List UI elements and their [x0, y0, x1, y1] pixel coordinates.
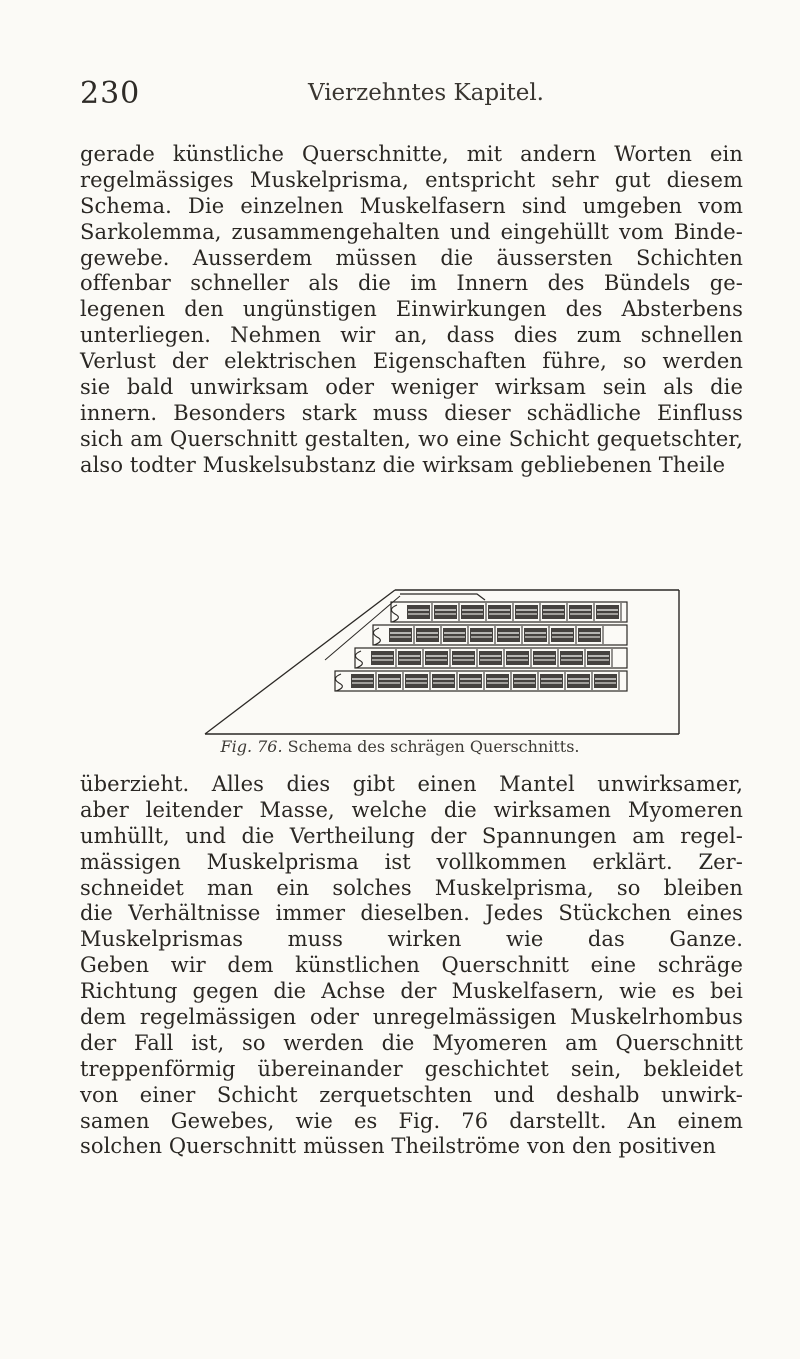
myomere-block [470, 628, 493, 642]
crushed-layer-curl [355, 651, 362, 668]
myomere-block [398, 651, 421, 665]
myomere-block [461, 605, 484, 619]
myomere-block [459, 674, 482, 688]
sheath-line [325, 596, 400, 660]
figure-caption-text: Schema des schrägen Querschnitts. [287, 737, 580, 756]
text-line: sich am Querschnitt gestalten, wo eine Schicht gequetschter, [80, 426, 743, 451]
figure-76-oblique-cross-section-diagram [195, 588, 687, 738]
crushed-layer-curl [335, 674, 342, 691]
myomere-block [569, 605, 592, 619]
text-line: legenen den ungünstigen Einwirkungen des Absterbens [80, 297, 743, 322]
paragraph-top [80, 142, 743, 479]
page-number: 230 [80, 76, 141, 111]
text-line: Verlust der elektrischen Eigenschaften führe, so werden [80, 349, 743, 374]
text-line: dem regelmässigen oder unregelmässigen Muskelrhombus [80, 1005, 743, 1030]
myomere-block [567, 674, 590, 688]
page-header [80, 76, 720, 116]
myomere-block [533, 651, 556, 665]
text-line: Geben wir dem künstlichen Querschnitt eine schräge [80, 953, 743, 978]
text-line: offenbar schneller als die im Innern des Bündels ge- [80, 271, 743, 296]
myomere-block [371, 651, 394, 665]
top-arrow-mark [400, 594, 485, 600]
text-line: die Verhältnisse immer dieselben. Jedes Stückchen eines [80, 901, 743, 926]
myomere-block [587, 651, 610, 665]
text-line: Muskelprismas muss wirken wie das Ganze. [80, 927, 743, 952]
myomere-block [578, 628, 601, 642]
myomere-block [416, 628, 439, 642]
myomere-block [389, 628, 412, 642]
text-line: gewebe. Ausserdem müssen die äussersten Schichten [80, 245, 743, 270]
text-line: schneidet man ein solches Muskelprisma, so bleiben [80, 875, 743, 900]
text-line: Sarkolemma, zusammengehalten und eingehüllt vom Binde- [80, 219, 743, 244]
text-line: überzieht. Alles dies gibt einen Mantel unwirksamer, [80, 772, 743, 796]
running-title: Vierzehntes Kapitel. [308, 80, 544, 106]
myomere-block [497, 628, 520, 642]
myomere-block [351, 674, 374, 688]
oblique-cut-line [205, 590, 395, 734]
myomere-block [425, 651, 448, 665]
myomere-block [488, 605, 511, 619]
text-line: regelmässiges Muskelprisma, entspricht sehr gut diesem [80, 167, 743, 192]
text-line: aber leitender Masse, welche die wirksamen Myomeren [80, 797, 743, 822]
myomere-block [594, 674, 617, 688]
text-line: gerade künstliche Querschnitte, mit andern Worten ein [80, 142, 743, 166]
text-line: treppenförmig übereinander geschichtet sein, bekleidet [80, 1056, 743, 1081]
diagram-svg [195, 588, 687, 738]
text-line: mässigen Muskelprisma ist vollkommen erklärt. Zer- [80, 849, 743, 874]
paragraph-bottom [80, 772, 743, 1160]
myomere-block [407, 605, 430, 619]
myomere-block [540, 674, 563, 688]
figure-label: Fig. 76. [220, 737, 283, 756]
myomere-block [479, 651, 502, 665]
text-line: der Fall ist, so werden die Myomeren am Querschnitt [80, 1030, 743, 1055]
figure-caption [0, 737, 800, 756]
text-line: sie bald unwirksam oder weniger wirksam sein als die [80, 375, 743, 400]
text-line: samen Gewebes, wie es Fig. 76 darstellt. An einem [80, 1108, 743, 1133]
myomere-block [542, 605, 565, 619]
text-line: innern. Besonders stark muss dieser schädliche Einfluss [80, 400, 743, 425]
myomere-block [434, 605, 457, 619]
myomere-block [452, 651, 475, 665]
text-line: unterliegen. Nehmen wir an, dass dies zum schnellen [80, 323, 743, 348]
myomere-block [486, 674, 509, 688]
text-line: Richtung gegen die Achse der Muskelfasern, wie es bei [80, 979, 743, 1004]
text-line: umhüllt, und die Vertheilung der Spannungen am regel- [80, 823, 743, 848]
text-line: Schema. Die einzelnen Muskelfasern sind umgeben vom [80, 193, 743, 218]
crushed-layer-curl [391, 605, 398, 622]
myomere-block [443, 628, 466, 642]
myomere-block [432, 674, 455, 688]
myomere-block [596, 605, 619, 619]
text-line: solchen Querschnitt müssen Theilströme von den positiven [80, 1134, 716, 1159]
text-line: von einer Schicht zerquetschten und deshalb unwirk- [80, 1082, 743, 1107]
myomere-block [513, 674, 536, 688]
myomere-block [560, 651, 583, 665]
myomere-block [551, 628, 574, 642]
myomere-block [524, 628, 547, 642]
myomere-block [506, 651, 529, 665]
myomere-block [378, 674, 401, 688]
myomere-block [405, 674, 428, 688]
text-line: also todter Muskelsubstanz die wirksam gebliebenen Theile [80, 452, 726, 477]
myomere-block [515, 605, 538, 619]
crushed-layer-curl [373, 628, 380, 645]
